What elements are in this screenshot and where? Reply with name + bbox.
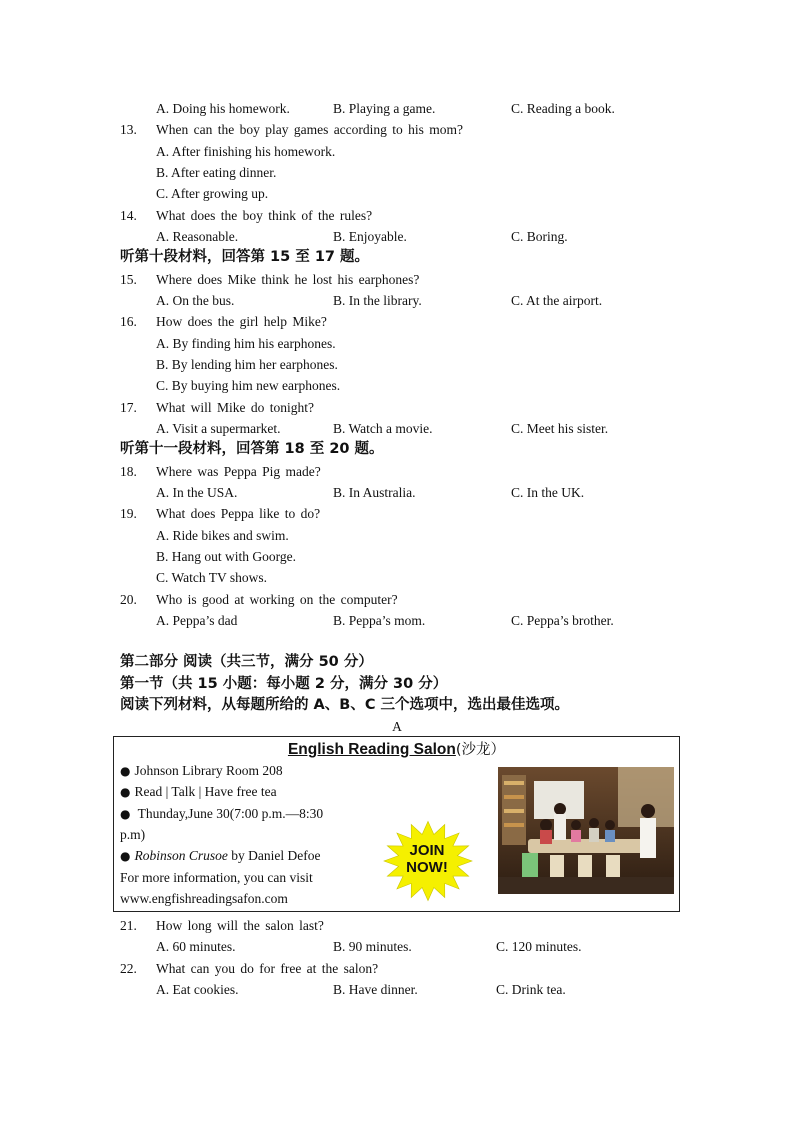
question-20: [0, 589, 794, 610]
join-now-starburst[interactable]: [378, 819, 482, 903]
ad-date: [120, 803, 323, 825]
book-title: Robinson Crusoe: [134, 848, 228, 863]
question-15: [0, 269, 794, 290]
option-b[interactable]: B. 90 minutes.: [333, 939, 412, 954]
bullet-icon: ●: [120, 764, 131, 778]
question-18-options: [0, 482, 794, 503]
ad-title-chinese: (沙龙）: [455, 742, 506, 758]
ad-date-text: Thunday,June 30(7:00 p.m.—8:30: [134, 806, 324, 821]
question-text: When can the boy play games according to his mom?: [156, 122, 464, 137]
option-a[interactable]: A. Doing his homework.: [156, 101, 290, 116]
option-c[interactable]: C. At the airport.: [511, 293, 603, 308]
salon-ad-box: [113, 736, 680, 912]
ad-date-continued: p.m): [120, 827, 146, 842]
ad-location: [120, 760, 283, 782]
option-b[interactable]: B. Hang out with Goorge.: [156, 549, 296, 564]
ad-title-english: English Reading Salon: [287, 741, 456, 758]
question-number: 17.: [120, 400, 137, 415]
option-c[interactable]: C. After growing up.: [156, 186, 269, 201]
option-b[interactable]: B. Peppa’s mom.: [333, 613, 426, 628]
option-a[interactable]: A. Eat cookies.: [156, 982, 239, 997]
bullet-icon: ●: [120, 807, 131, 821]
question-13-option-a-row: [0, 141, 794, 162]
question-18: [0, 461, 794, 482]
passage-label: A: [392, 719, 402, 734]
option-b[interactable]: B. After eating dinner.: [156, 165, 277, 180]
question-21-options: [0, 936, 794, 957]
question-text: What can you do for free at the salon?: [156, 961, 379, 976]
ad-book: [120, 845, 320, 867]
option-c[interactable]: C. Drink tea.: [496, 982, 566, 997]
question-number: 19.: [120, 506, 137, 521]
option-a[interactable]: A. Visit a supermarket.: [156, 421, 281, 436]
option-a[interactable]: A. On the bus.: [156, 293, 235, 308]
option-b[interactable]: B. Watch a movie.: [333, 421, 433, 436]
option-c[interactable]: C. Reading a book.: [511, 101, 615, 116]
question-21: [0, 915, 794, 936]
question-number: 16.: [120, 314, 137, 329]
question-text: What will Mike do tonight?: [156, 400, 314, 415]
question-12-options: [0, 98, 794, 119]
ad-activities-text: Read | Talk | Have free tea: [134, 784, 277, 799]
option-c[interactable]: C. Watch TV shows.: [156, 570, 268, 585]
ad-title: [114, 739, 679, 761]
part-two-heading: 第二部分 阅读（共三节，满分 50 分）: [120, 654, 373, 670]
ad-more-info: For more information, you can visit: [120, 870, 313, 885]
section-one-heading: 第一节（共 15 小题：每小题 2 分，满分 30 分）: [120, 676, 448, 692]
question-19-option-b-row: [0, 546, 794, 567]
option-c[interactable]: C. Meet his sister.: [511, 421, 609, 436]
option-b[interactable]: B. In Australia.: [333, 485, 416, 500]
ad-activities: [120, 781, 277, 803]
question-number: 18.: [120, 464, 137, 479]
option-c[interactable]: C. In the UK.: [511, 485, 585, 500]
question-number: 13.: [120, 122, 137, 137]
section-heading-11: 听第十一段材料，回答第 18 至 20 题。: [120, 441, 384, 457]
question-text: Where does Mike think he lost his earphones?: [156, 272, 420, 287]
option-c[interactable]: C. 120 minutes.: [496, 939, 582, 954]
salon-photo-illustration: [498, 767, 674, 894]
bullet-icon: ●: [120, 849, 131, 863]
question-text: What does the boy think of the rules?: [156, 208, 373, 223]
option-a[interactable]: A. In the USA.: [156, 485, 238, 500]
question-19-option-a-row: [0, 525, 794, 546]
ad-location-text: Johnson Library Room 208: [134, 763, 283, 778]
option-b[interactable]: B. Have dinner.: [333, 982, 418, 997]
question-13-option-c-row: [0, 183, 794, 204]
question-15-options: [0, 290, 794, 311]
option-a[interactable]: A. Ride bikes and swim.: [156, 528, 289, 543]
question-17: [0, 397, 794, 418]
question-19: [0, 503, 794, 524]
question-16-option-b-row: [0, 354, 794, 375]
option-a[interactable]: A. 60 minutes.: [156, 939, 236, 954]
reading-instructions: 阅读下列材料，从每题所给的 A、B、C 三个选项中，选出最佳选项。: [120, 697, 570, 713]
join-text: JOIN: [409, 842, 445, 859]
option-c[interactable]: C. Peppa’s brother.: [511, 613, 614, 628]
ad-website-link[interactable]: www.engfishreadingsafon.com: [120, 891, 288, 906]
question-number: 15.: [120, 272, 137, 287]
question-22-options: [0, 979, 794, 1000]
question-16-option-c-row: [0, 375, 794, 396]
question-16-option-a-row: [0, 333, 794, 354]
question-17-options: [0, 418, 794, 439]
option-a[interactable]: A. By finding him his earphones.: [156, 336, 336, 351]
question-16: [0, 311, 794, 332]
question-number: 22.: [120, 961, 137, 976]
question-14-options: [0, 226, 794, 247]
question-text: Where was Peppa Pig made?: [156, 464, 321, 479]
question-text: What does Peppa like to do?: [156, 506, 321, 521]
question-22: [0, 958, 794, 979]
question-text: How long will the salon last?: [156, 918, 324, 933]
option-a[interactable]: A. Reasonable.: [156, 229, 239, 244]
question-text: Who is good at working on the computer?: [156, 592, 398, 607]
option-b[interactable]: B. Playing a game.: [333, 101, 436, 116]
option-a[interactable]: A. Peppa’s dad: [156, 613, 238, 628]
option-b[interactable]: B. By lending him her earphones.: [156, 357, 338, 372]
option-b[interactable]: B. Enjoyable.: [333, 229, 407, 244]
question-number: 20.: [120, 592, 137, 607]
now-text: NOW!: [406, 859, 448, 876]
question-14: [0, 205, 794, 226]
question-text: How does the girl help Mike?: [156, 314, 327, 329]
option-b[interactable]: B. In the library.: [333, 293, 422, 308]
question-19-option-c-row: [0, 567, 794, 588]
option-c[interactable]: C. Boring.: [511, 229, 568, 244]
bullet-icon: ●: [120, 785, 131, 799]
question-13: [0, 119, 794, 140]
question-13-option-b-row: [0, 162, 794, 183]
option-c[interactable]: C. By buying him new earphones.: [156, 378, 341, 393]
section-heading-10: 听第十段材料，回答第 15 至 17 题。: [120, 249, 370, 265]
book-author: by Daniel Defoe: [227, 848, 321, 863]
question-20-options: [0, 610, 794, 631]
question-number: 21.: [120, 918, 137, 933]
option-a[interactable]: A. After finishing his homework.: [156, 144, 336, 159]
salon-photo: [498, 767, 674, 894]
question-number: 14.: [120, 208, 137, 223]
